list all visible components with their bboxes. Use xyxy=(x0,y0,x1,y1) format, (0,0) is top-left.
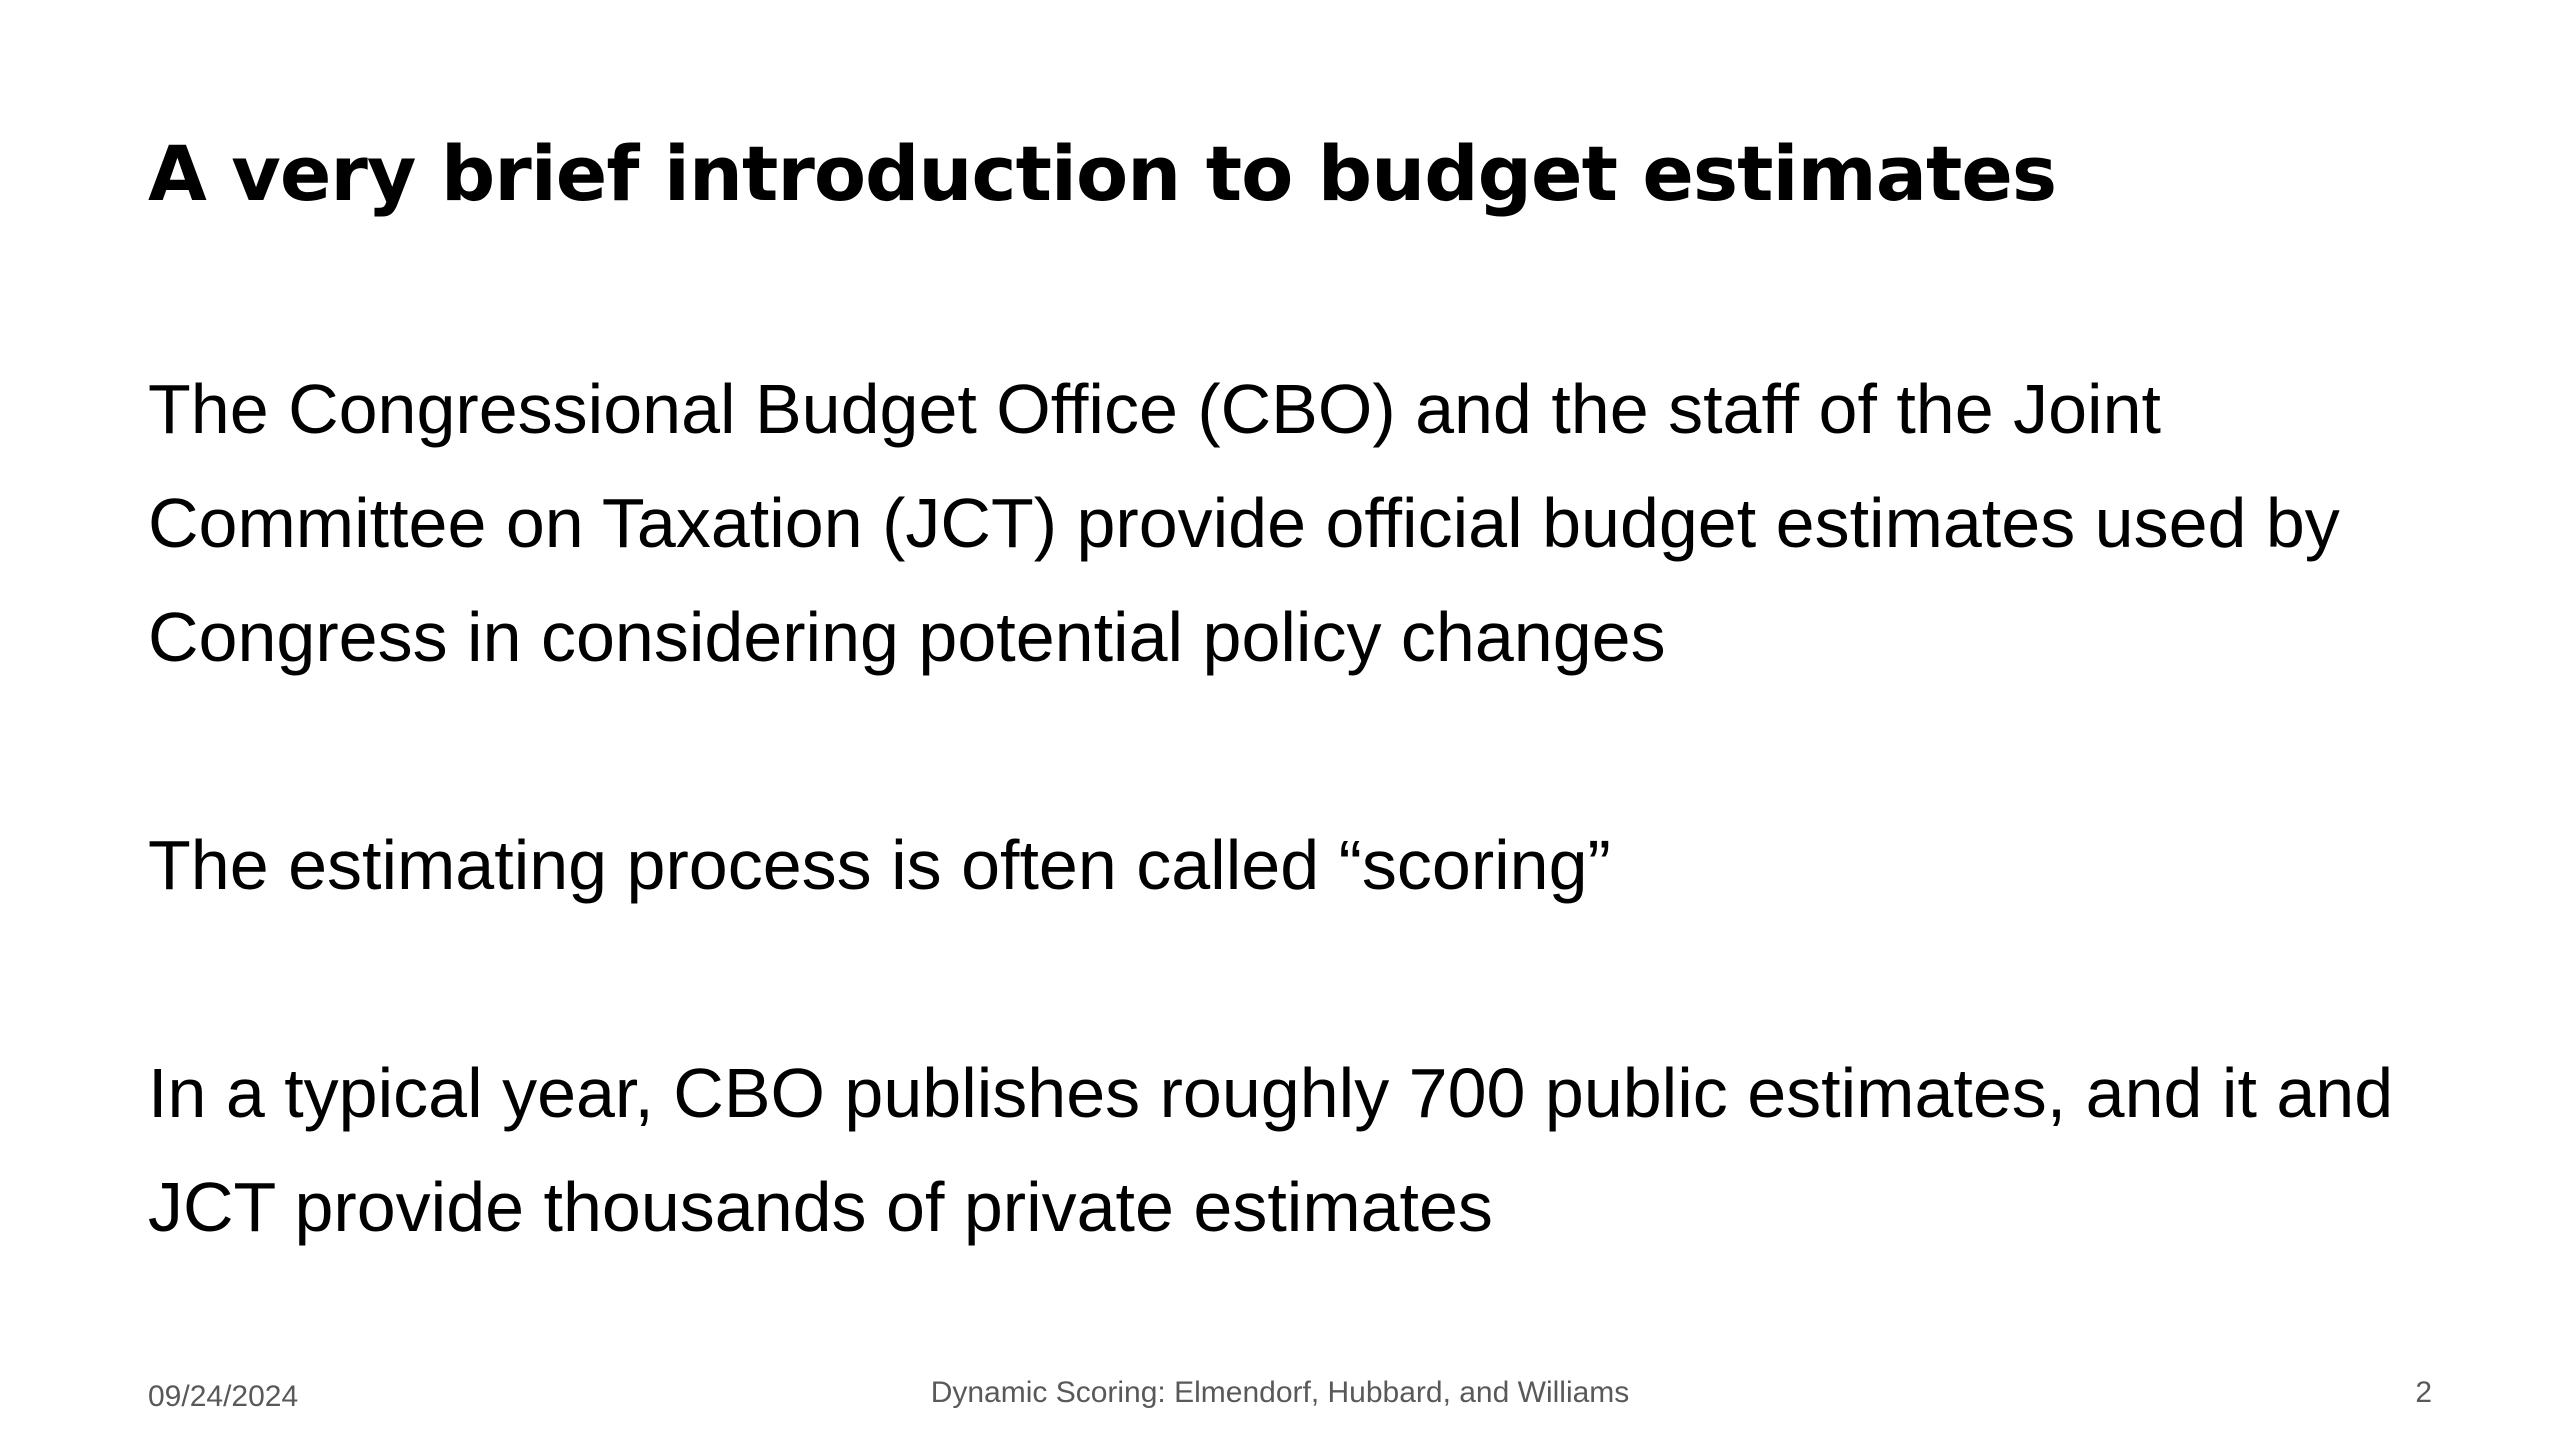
footer-title: Dynamic Scoring: Elmendorf, Hubbard, and Williams xyxy=(930,1376,1630,1409)
body-paragraph-estimates-count: In a typical year, CBO publishes roughly 700 public estimates, and it and JCT provide thousands of private estimates xyxy=(148,1054,2394,1246)
slide-title: A very brief introduction to budget estimates xyxy=(148,129,2057,218)
page-number: 2 xyxy=(2415,1376,2432,1409)
slide-body xyxy=(148,352,2448,1264)
body-paragraph-scoring: The estimating process is often called “scoring” xyxy=(148,826,1611,904)
body-paragraph-cbo-jct: The Congressional Budget Office (CBO) and the staff of the Joint Committee on Taxation (JCT) provide official budget estimates used by Congress in considering potential policy changes xyxy=(148,370,2340,676)
footer-date: 09/24/2024 xyxy=(148,1380,299,1413)
